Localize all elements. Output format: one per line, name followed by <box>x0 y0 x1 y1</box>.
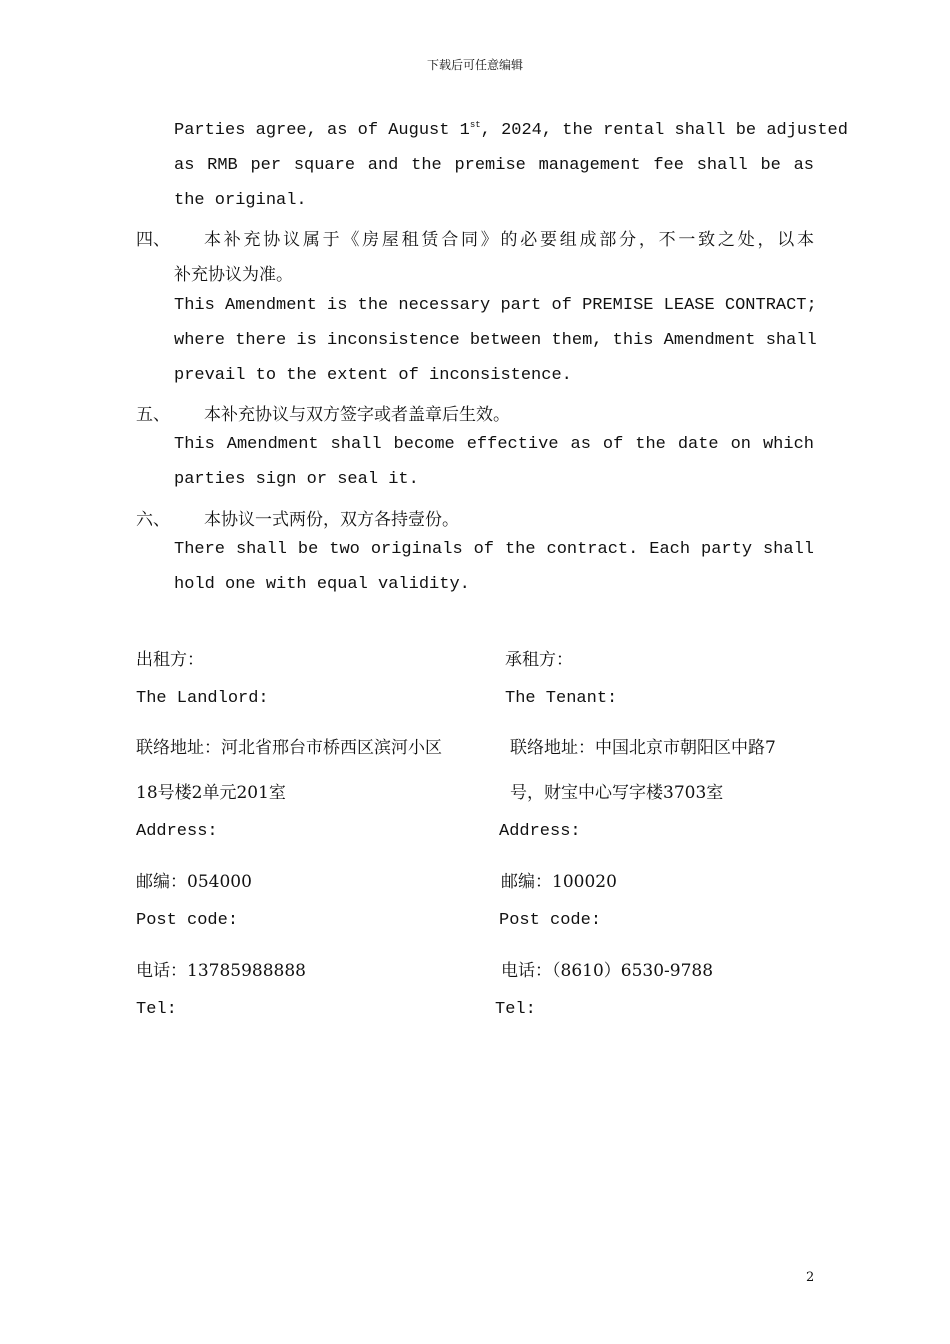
clause4-en-line3: prevail to the extent of inconsistence. <box>174 366 572 385</box>
tenant-tel-en: Tel: <box>495 1000 536 1019</box>
landlord-postcode-zh: 邮编：054000 <box>136 872 252 892</box>
tenant-title-zh: 承租方： <box>505 650 573 670</box>
clause4-number: 四、 <box>136 230 170 250</box>
landlord-tel-zh: 电话：13785988888 <box>136 961 306 981</box>
clause4-en-line1: This Amendment is the necessary part of PREMISE LEASE CONTRACT; <box>174 296 817 315</box>
clause3-en-line2: as RMB per square and the premise management fee shall be as <box>174 156 814 175</box>
clause6-en-line1: There shall be two originals of the contract. Each party shall <box>174 540 814 559</box>
clause6-number: 六、 <box>136 510 170 530</box>
clause5-en-line1: This Amendment shall become effective as of the date on which <box>174 435 814 454</box>
tenant-address-en: Address: <box>499 822 581 841</box>
landlord-address-zh-line1: 联络地址：河北省邢台市桥西区滨河小区 <box>136 738 442 758</box>
page-number: 2 <box>806 1270 815 1285</box>
clause4-zh-line1: 本补充协议属于《房屋租赁合同》的必要组成部分，不一致之处，以本 <box>204 230 814 250</box>
clause5-zh-line1: 本补充协议与双方签字或者盖章后生效。 <box>204 405 510 425</box>
landlord-address-en: Address: <box>136 822 218 841</box>
tenant-title-en: The Tenant: <box>505 689 618 708</box>
landlord-tel-en: Tel: <box>136 1000 177 1019</box>
tenant-address-zh-line2: 号，财宝中心写字楼3703室 <box>510 783 724 803</box>
clause4-zh-line2: 补充协议为准。 <box>174 265 293 285</box>
clause6-en-line2: hold one with equal validity. <box>174 575 470 594</box>
landlord-title-en: The Landlord: <box>136 689 269 708</box>
page-header: 下载后可任意编辑 <box>426 58 523 72</box>
clause5-en-line2: parties sign or seal it. <box>174 470 419 489</box>
clause3-en-line3: the original. <box>174 191 307 210</box>
tenant-tel-zh: 电话：（8610）6530-9788 <box>501 961 714 981</box>
clause5-number: 五、 <box>136 405 170 425</box>
clause4-en-line2: where there is inconsistence between them, this Amendment shall <box>174 331 817 350</box>
tenant-address-zh-line1: 联络地址：中国北京市朝阳区中路7 <box>510 738 776 758</box>
tenant-postcode-en: Post code: <box>499 911 602 930</box>
clause6-zh-line1: 本协议一式两份，双方各持壹份。 <box>204 510 459 530</box>
clause3-en-line1: Parties agree, as of August 1st, 2024, the rental shall be adjusted <box>174 120 848 140</box>
landlord-postcode-en: Post code: <box>136 911 239 930</box>
landlord-title-zh: 出租方： <box>136 650 204 670</box>
tenant-postcode-zh: 邮编：100020 <box>501 872 617 892</box>
landlord-address-zh-line2: 18号楼2单元201室 <box>136 783 286 803</box>
